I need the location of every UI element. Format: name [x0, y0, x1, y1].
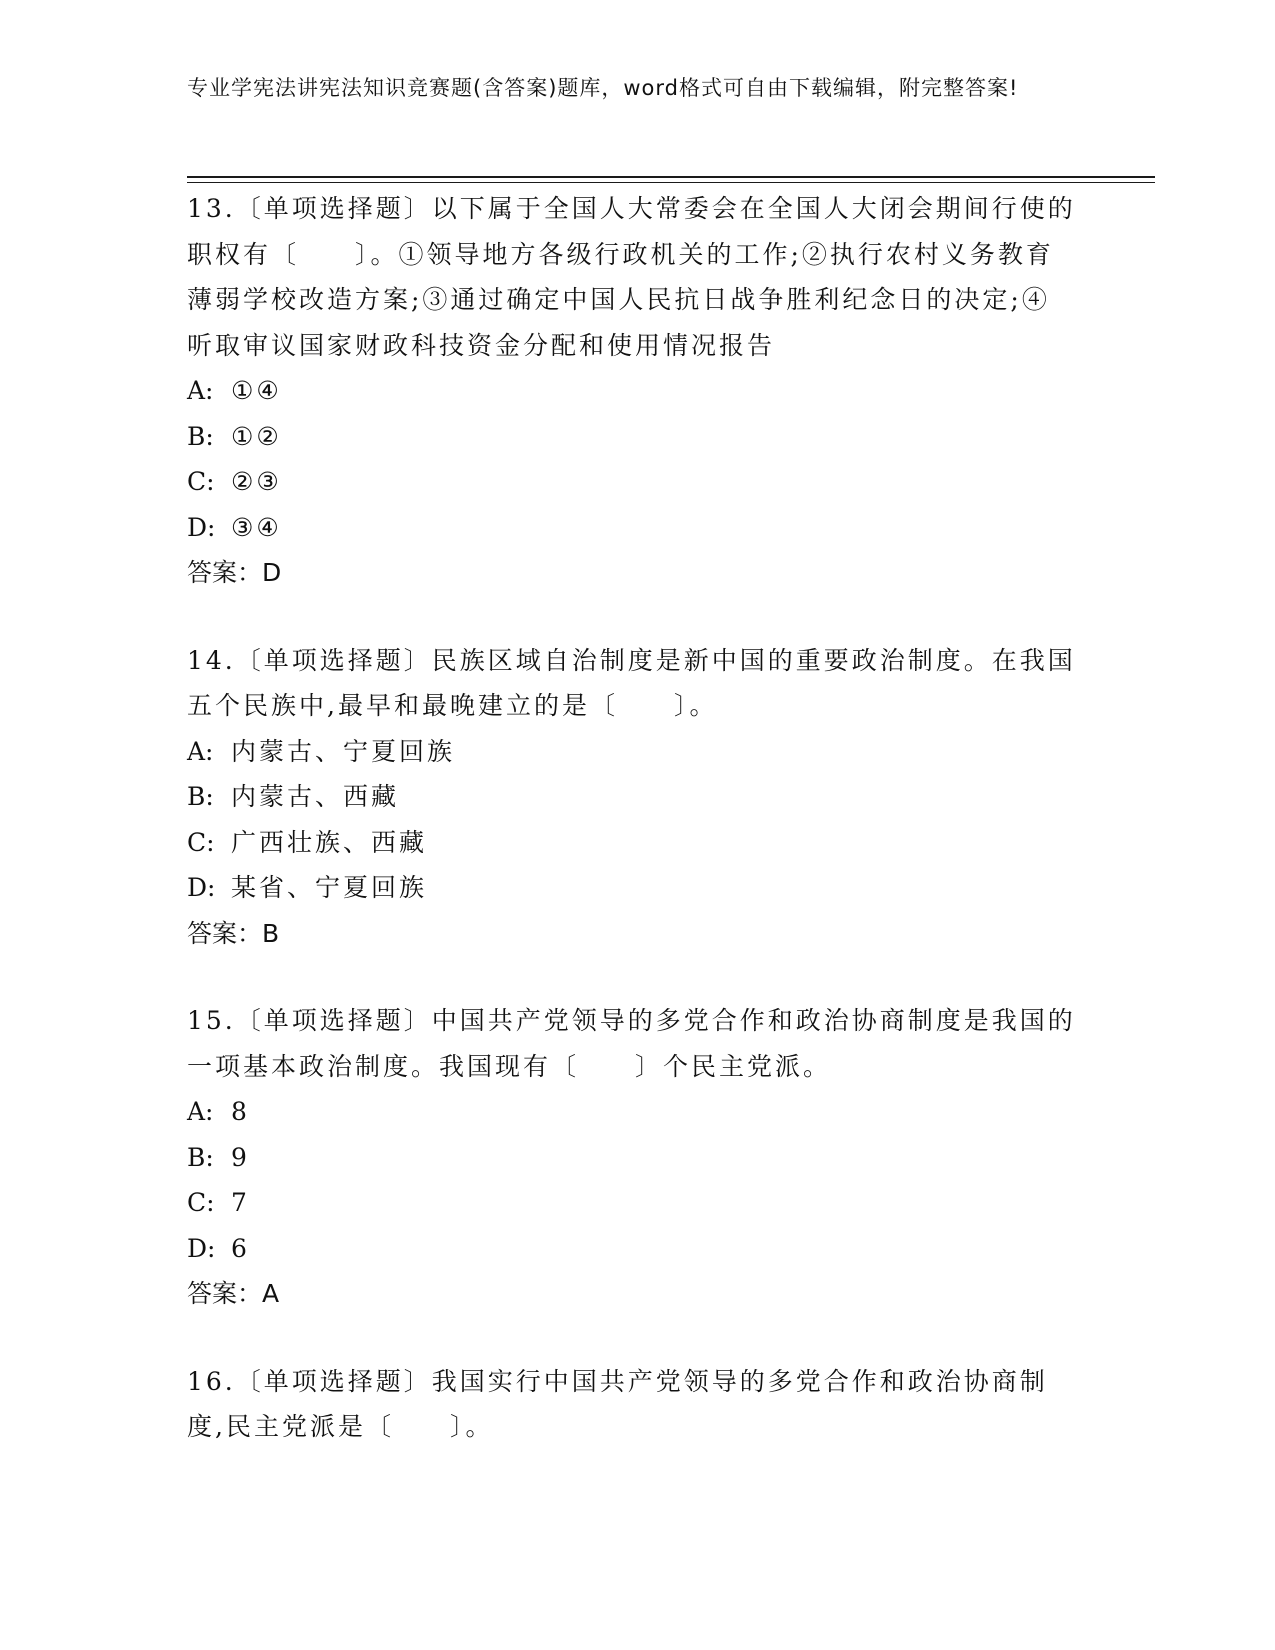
option-key: B:	[187, 782, 214, 811]
option-b	[187, 1135, 1077, 1181]
option-key: D:	[187, 1233, 216, 1263]
option-a	[187, 1089, 1077, 1135]
option-text: 内蒙古、西藏	[231, 782, 400, 811]
document-header: 专业学宪法讲宪法知识竞赛题(含答案)题库，word格式可自由下载编辑，附完整答案!	[187, 76, 1019, 100]
question-14	[187, 638, 1077, 957]
answer-line: 答案：D	[187, 558, 282, 587]
option-c	[187, 459, 1077, 505]
option-b	[187, 774, 1077, 820]
option-text: 广西壮族、西藏	[231, 827, 428, 857]
option-text: 8	[231, 1097, 250, 1126]
option-key: A:	[187, 1097, 214, 1126]
answer-line: 答案：B	[187, 918, 280, 948]
option-text: 9	[231, 1142, 250, 1172]
option-key: B:	[187, 1142, 214, 1172]
option-key: B:	[187, 421, 214, 451]
option-key: A:	[187, 376, 214, 405]
option-text: 7	[231, 1188, 250, 1217]
question-text: 16.〔单项选择题〕我国实行中国共产党领导的多党合作和政治协商制度,民主党派是〔 〕。	[187, 1366, 1048, 1441]
option-key: A:	[187, 736, 214, 766]
question-13	[187, 186, 1077, 596]
question-text: 14.〔单项选择题〕民族区域自治制度是新中国的重要政治制度。在我国五个民族中,最早和最晚建立的是〔 〕。	[187, 645, 1076, 720]
option-a	[187, 729, 1077, 775]
question-15	[187, 998, 1077, 1317]
option-d	[187, 1226, 1077, 1272]
option-key: D:	[187, 873, 216, 902]
option-c	[187, 820, 1077, 866]
option-key: C:	[187, 827, 215, 857]
option-key: C:	[187, 1188, 215, 1217]
option-c	[187, 1180, 1077, 1226]
option-text: ①④	[231, 376, 282, 405]
option-text: 6	[231, 1233, 250, 1263]
option-key: C:	[187, 467, 215, 496]
question-text: 13.〔单项选择题〕以下属于全国人大常委会在全国人大闭会期间行使的职权有〔 〕。①领导地方各级行政机关的工作;②执行农村义务教育薄弱学校改造方案;③通过确定中国人民抗日战争胜利纪念日的决定;④听取审议国家财政科技资金分配和使用情况报告	[187, 194, 1076, 360]
option-text: ②③	[231, 467, 282, 496]
option-d	[187, 865, 1077, 911]
answer-line: 答案：A	[187, 1279, 280, 1308]
option-text: ①②	[231, 421, 282, 451]
option-text: ③④	[231, 512, 282, 542]
question-16	[187, 1359, 1077, 1450]
header-rule-thick	[187, 176, 1155, 178]
option-a	[187, 368, 1077, 414]
option-d	[187, 505, 1077, 551]
option-text: 内蒙古、宁夏回族	[231, 736, 456, 766]
option-text: 某省、宁夏回族	[231, 873, 428, 902]
question-text: 15.〔单项选择题〕中国共产党领导的多党合作和政治协商制度是我国的一项基本政治制度。我国现有〔 〕个民主党派。	[187, 1006, 1076, 1081]
option-key: D:	[187, 512, 216, 542]
header-rule-thin	[187, 182, 1155, 183]
question-list	[187, 186, 1077, 1492]
option-b	[187, 414, 1077, 460]
